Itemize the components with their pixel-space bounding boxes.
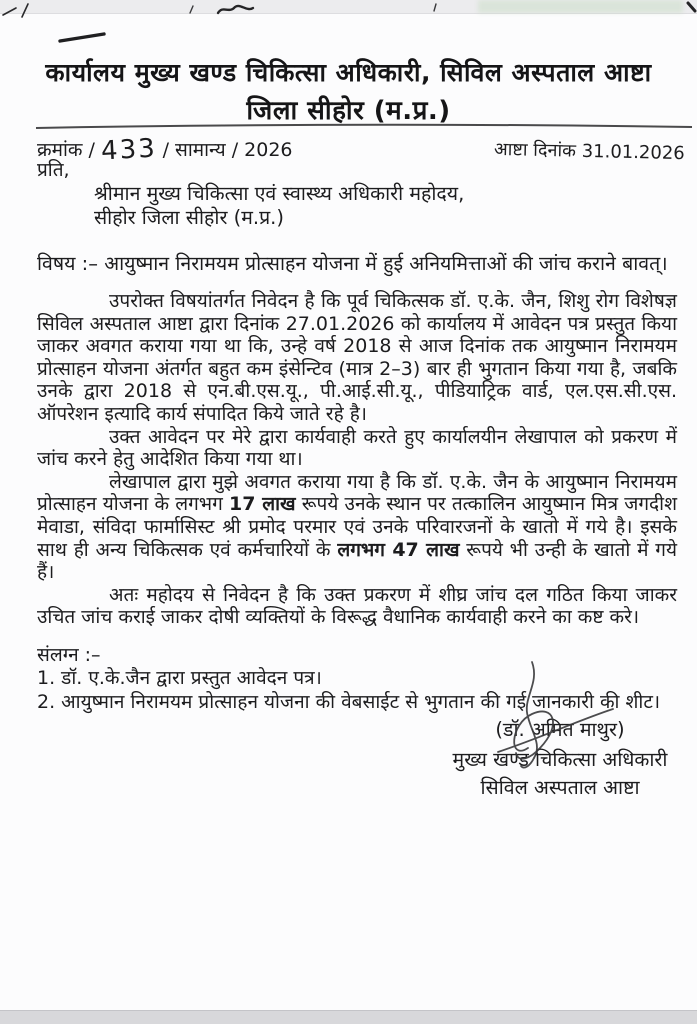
reference-number-line bbox=[37, 133, 293, 167]
recipient-line2: सीहोर जिला सीहोर (म.प्र.) bbox=[94, 206, 284, 229]
letterhead-underline bbox=[34, 120, 694, 134]
signatory-office: सिविल अस्पताल आष्टा bbox=[480, 776, 640, 799]
signatory-name: (डॉ. अमित माथुर) bbox=[495, 718, 625, 741]
scan-smudge bbox=[478, 0, 683, 13]
para3-text: रूपये भी उन्ही के खातो में गये हैं। bbox=[37, 538, 677, 584]
body-paragraph-4: अतः महोदय से निवेदन है कि उक्त प्रकरण में शीघ्र जांच दल गठित किया जाकर उचित जांच कराई जाकर दोषी व्यक्तियों के विरूद्ध वैधानिक कार्यवाही करने का कष्ट करे। bbox=[37, 583, 677, 629]
letter-body bbox=[37, 290, 677, 714]
body-paragraph-2: उक्त आवेदन पर मेरे द्वारा कार्यवाही करते हुए कार्यालयीन लेखापाल को प्रकरण में जांच करने हेतु आदेशित किया गया था। bbox=[37, 425, 677, 471]
enclosure-item-1: 1. डॉ. ए.के.जैन द्वारा प्रस्तुत आवेदन पत्र। bbox=[37, 667, 322, 690]
recipient-line1: श्रीमान मुख्य चिकित्सा एवं स्वास्थ्य अधिकारी महोदय, bbox=[94, 182, 465, 205]
scan-edge-bottom bbox=[0, 1010, 697, 1024]
signatory-designation: मुख्य खण्ड चिकित्सा अधिकारी bbox=[452, 748, 668, 771]
para3-amount-17-lakh: 17 लाख bbox=[229, 493, 296, 516]
ref-prefix: क्रमांक / bbox=[37, 139, 95, 161]
para3-amount-47-lakh: लगभग 47 लाख bbox=[337, 538, 460, 561]
signature-block bbox=[424, 716, 696, 802]
para3-text: लेखापाल द्वारा मुझे अवगत कराया गया है कि डॉ. ए.के. जैन के आयुष्मान निरामयम प्रोत्साहन योजना के लगभग bbox=[37, 470, 677, 516]
body-paragraph-3 bbox=[37, 471, 677, 584]
enclosure-item-2: 2. आयुष्मान निरामयम प्रोत्साहन योजना की वेबसाईट से भुगतान की गई जानकारी की शीट। bbox=[37, 690, 661, 713]
ref-number-handwritten: 433 bbox=[100, 133, 158, 167]
enclosures-section bbox=[37, 644, 677, 715]
enclosures-heading: संलग्न :– bbox=[37, 643, 101, 666]
subject-line: विषय :– आयुष्मान निरामयम प्रोत्साहन योजना में हुई अनियमित्ताओं की जांच कराने बावत्। bbox=[37, 252, 668, 275]
para3-text: रूपये उनके स्थान पर तत्कालिन आयुष्मान मित्र जगदीश मेवाडा, संविदा फार्मासिस्ट श्री प्रमोद परमार एवं उनके परिवारजनों के खातो में गये है। इसके साथ ही अन्य चिकित्सक एवं कर्मचारियों के bbox=[37, 493, 677, 561]
letterhead-title-line1: कार्यालय मुख्य खण्ड चिकित्सा अधिकारी, सिविल अस्पताल आष्टा bbox=[45, 58, 652, 87]
place-date: आष्टा दिनांक 31.01.2026 bbox=[493, 138, 685, 165]
letterhead-title-line2: जिला सीहोर (म.प्र.) bbox=[246, 96, 451, 126]
body-paragraph-1: उपरोक्त विषयांतर्गत निवेदन है कि पूर्व चिकित्सक डॉ. ए.के. जैन, शिशु रोग विशेषज्ञ सिविल अस्पताल आष्टा द्वारा दिनांक 27.01.2026 को कार्यालय में आवेदन पत्र प्रस्तुत किया जाकर अवगत कराया गया था कि, उन्हे वर्ष 2018 से आज दिनांक तक आयुष्मान निरामयम प्रोत्साहन योजना अंतर्गत बहुत कम इंसेन्टिव (मात्र 2–3) बार ही भुगतान किया गया है, जबकि उनके द्वारा 2018 से एन.बी.एस.यू., पी.आई.सी.यू., पीडियाट्रिक वार्ड, एल.एस.सी.एस. ऑपरेशन इत्यादि कार्य संपादित किये जाते रहे है। bbox=[37, 290, 677, 425]
salutation: प्रति, bbox=[37, 159, 70, 181]
ref-suffix: / सामान्य / 2026 bbox=[162, 139, 293, 161]
